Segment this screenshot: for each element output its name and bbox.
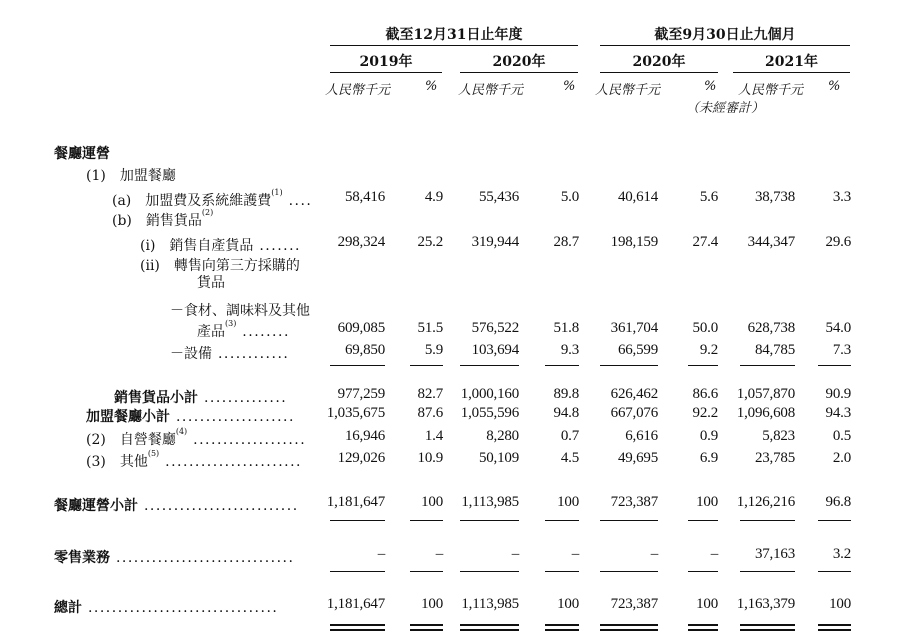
cell-retail-col5: – xyxy=(710,546,718,562)
rule-after-equipment-5 xyxy=(688,365,718,366)
cell-others-col7: 2.0 xyxy=(832,450,851,466)
cell-goods-subtotal-col2: 1,000,160 xyxy=(460,386,519,402)
header-group-nine-months: 截至9月30日止九個月 xyxy=(654,27,796,43)
double-rule-total-2 xyxy=(460,624,519,631)
unit-pct-4: % xyxy=(828,79,841,94)
cell-franchise-subtotal-col6: 1,096,608 xyxy=(736,405,795,421)
cell-franchise-fees-col2: 55,436 xyxy=(478,189,519,205)
cell-others-col2: 50,109 xyxy=(478,450,519,466)
cell-franchise-fees-col0: 58,416 xyxy=(344,189,385,205)
row-label-goods-subtotal: 銷售貨品小計 .............. xyxy=(114,390,288,406)
double-rule-total-4 xyxy=(600,624,658,631)
cell-self-operated-col7: 0.5 xyxy=(832,428,851,444)
cell-ops-subtotal-col1: 100 xyxy=(421,494,443,510)
cell-equipment-col1: 5.9 xyxy=(424,342,443,358)
cell-goods-subtotal-col7: 90.9 xyxy=(825,386,851,402)
cell-franchise-subtotal-col0: 1,035,675 xyxy=(326,405,385,421)
cell-ops-subtotal-col6: 1,126,216 xyxy=(736,494,795,510)
cell-ops-subtotal-col4: 723,387 xyxy=(610,494,658,510)
cell-ingredients-line2-col4: 361,704 xyxy=(610,320,658,336)
cell-ops-subtotal-col2: 1,113,985 xyxy=(461,494,519,510)
cell-equipment-col0: 69,850 xyxy=(344,342,385,358)
row-label-franchise-fees: (a) 加盟費及系統維護費$^{(1)}$ .... xyxy=(112,188,313,209)
unit-rmb-2: 人民幣千元 xyxy=(458,83,524,98)
cell-ingredients-line2-col0: 609,085 xyxy=(337,320,385,336)
year-underline-2021 xyxy=(733,72,850,73)
rule-after-equipment-1 xyxy=(410,365,443,366)
unit-rmb-4: 人民幣千元 xyxy=(738,83,804,98)
cell-own-products-col2: 319,944 xyxy=(471,234,519,250)
cell-franchise-subtotal-col4: 667,076 xyxy=(610,405,658,421)
cell-total-col6: 1,163,379 xyxy=(736,596,795,612)
cell-retail-col4: – xyxy=(650,546,658,562)
cell-ops-subtotal-col0: 1,181,647 xyxy=(326,494,385,510)
cell-franchise-fees-col7: 3.3 xyxy=(832,189,851,205)
cell-self-operated-col2: 8,280 xyxy=(486,428,519,444)
cell-equipment-col3: 9.3 xyxy=(560,342,579,358)
cell-own-products-col3: 28.7 xyxy=(553,234,579,250)
double-rule-total-5 xyxy=(688,624,718,631)
double-rule-total-0 xyxy=(330,624,385,631)
unaudited-note: （未經審計） xyxy=(686,101,765,116)
header-year-2020-a: 2020年 xyxy=(492,54,546,70)
group1-underline xyxy=(330,45,578,46)
rule-after-retail-4 xyxy=(600,571,658,572)
double-rule-total-1 xyxy=(410,624,443,631)
row-label-resale-line2: 貨品 xyxy=(197,275,225,291)
row-label-equipment: －設備 ............ xyxy=(170,346,290,362)
cell-equipment-col7: 7.3 xyxy=(832,342,851,358)
unit-pct-3: % xyxy=(704,79,717,94)
rule-after-equipment-4 xyxy=(600,365,658,366)
cell-ingredients-line2-col7: 54.0 xyxy=(825,320,851,336)
cell-franchise-subtotal-col3: 94.8 xyxy=(553,405,579,421)
row-label-ops-subtotal: 餐廳運營小計 .......................... xyxy=(54,498,299,514)
rule-after-retail-5 xyxy=(688,571,718,572)
row-label-retail: 零售業務 .............................. xyxy=(54,550,295,566)
cell-retail-col0: – xyxy=(377,546,385,562)
cell-others-col3: 4.5 xyxy=(560,450,579,466)
rule-after-ops-subtotal-0 xyxy=(330,520,385,521)
header-year-2019: 2019年 xyxy=(359,54,413,70)
rule-after-equipment-7 xyxy=(818,365,851,366)
cell-own-products-col5: 27.4 xyxy=(692,234,718,250)
cell-ingredients-line2-col6: 628,738 xyxy=(747,320,795,336)
cell-own-products-col6: 344,347 xyxy=(747,234,795,250)
cell-retail-col2: – xyxy=(511,546,519,562)
year-underline-2020-b xyxy=(600,72,718,73)
cell-goods-subtotal-col3: 89.8 xyxy=(553,386,579,402)
cell-total-col1: 100 xyxy=(421,596,443,612)
row-label-total: 總計 ................................ xyxy=(54,600,279,616)
cell-self-operated-col6: 5,823 xyxy=(762,428,795,444)
cell-self-operated-col0: 16,946 xyxy=(344,428,385,444)
row-label-own-products: (i) 銷售自產貨品 ....... xyxy=(140,238,302,254)
header-group-year-end: 截至12月31日止年度 xyxy=(385,27,523,43)
cell-franchise-fees-col3: 5.0 xyxy=(560,189,579,205)
cell-own-products-col1: 25.2 xyxy=(417,234,443,250)
cell-franchise-fees-col6: 38,738 xyxy=(754,189,795,205)
row-label-franchise: (1) 加盟餐廳 xyxy=(86,168,176,184)
rule-after-ops-subtotal-4 xyxy=(600,520,658,521)
rule-after-retail-6 xyxy=(740,571,795,572)
cell-ops-subtotal-col7: 96.8 xyxy=(825,494,851,510)
rule-after-equipment-3 xyxy=(545,365,579,366)
cell-equipment-col5: 9.2 xyxy=(699,342,718,358)
row-label-ingredients-line1: －食材、調味料及其他 xyxy=(170,303,310,319)
rule-after-equipment-6 xyxy=(740,365,795,366)
group2-underline xyxy=(600,45,850,46)
cell-total-col5: 100 xyxy=(696,596,718,612)
rule-after-retail-7 xyxy=(818,571,851,572)
row-label-resale-line1: (ii) 轉售向第三方採購的 xyxy=(140,258,300,274)
cell-franchise-subtotal-col1: 87.6 xyxy=(417,405,443,421)
year-underline-2019 xyxy=(330,72,442,73)
rule-after-ops-subtotal-3 xyxy=(545,520,579,521)
cell-goods-subtotal-col1: 82.7 xyxy=(417,386,443,402)
cell-own-products-col7: 29.6 xyxy=(825,234,851,250)
cell-total-col3: 100 xyxy=(557,596,579,612)
header-year-2021: 2021年 xyxy=(765,54,818,70)
cell-others-col5: 6.9 xyxy=(699,450,718,466)
cell-goods-subtotal-col6: 1,057,870 xyxy=(736,386,795,402)
cell-self-operated-col1: 1.4 xyxy=(424,428,443,444)
rule-after-ops-subtotal-7 xyxy=(818,520,851,521)
rule-after-equipment-2 xyxy=(460,365,519,366)
rule-after-retail-2 xyxy=(460,571,519,572)
cell-total-col7: 100 xyxy=(829,596,851,612)
cell-total-col4: 723,387 xyxy=(610,596,658,612)
cell-ops-subtotal-col3: 100 xyxy=(557,494,579,510)
row-label-sale-goods: (b) 銷售貨品$^{(2)}$ xyxy=(112,208,214,229)
cell-equipment-col4: 66,599 xyxy=(617,342,658,358)
rule-after-retail-3 xyxy=(545,571,579,572)
rule-after-retail-1 xyxy=(410,571,443,572)
double-rule-total-6 xyxy=(740,624,795,631)
cell-franchise-fees-col4: 40,614 xyxy=(617,189,658,205)
rule-after-ops-subtotal-5 xyxy=(688,520,718,521)
rule-after-ops-subtotal-6 xyxy=(740,520,795,521)
cell-others-col0: 129,026 xyxy=(337,450,385,466)
cell-franchise-subtotal-col2: 1,055,596 xyxy=(460,405,519,421)
cell-goods-subtotal-col5: 86.6 xyxy=(692,386,718,402)
cell-retail-col3: – xyxy=(571,546,579,562)
double-rule-total-3 xyxy=(545,624,579,631)
row-label-ingredients-line2: 產品$^{(3)}$ ........ xyxy=(197,319,290,340)
unit-rmb-1: 人民幣千元 xyxy=(325,83,391,98)
cell-goods-subtotal-col0: 977,259 xyxy=(337,386,385,402)
cell-own-products-col4: 198,159 xyxy=(610,234,658,250)
cell-ingredients-line2-col2: 576,522 xyxy=(471,320,519,336)
cell-total-col0: 1,181,647 xyxy=(326,596,385,612)
cell-others-col6: 23,785 xyxy=(754,450,795,466)
cell-others-col4: 49,695 xyxy=(617,450,658,466)
rule-after-ops-subtotal-1 xyxy=(410,520,443,521)
cell-equipment-col6: 84,785 xyxy=(754,342,795,358)
unit-pct-2: % xyxy=(563,79,576,94)
cell-franchise-fees-col5: 5.6 xyxy=(699,189,718,205)
row-label-franchise-subtotal: 加盟餐廳小計 .................... xyxy=(86,409,295,425)
cell-ingredients-line2-col1: 51.5 xyxy=(417,320,443,336)
row-label-others: (3) 其他$^{(5)}$ ....................... xyxy=(86,449,302,470)
cell-goods-subtotal-col4: 626,462 xyxy=(610,386,658,402)
cell-equipment-col2: 103,694 xyxy=(471,342,519,358)
cell-retail-col7: 3.2 xyxy=(832,546,851,562)
double-rule-total-7 xyxy=(818,624,851,631)
rule-after-ops-subtotal-2 xyxy=(460,520,519,521)
rule-after-equipment-0 xyxy=(330,365,385,366)
year-underline-2020-a xyxy=(460,72,578,73)
cell-self-operated-col3: 0.7 xyxy=(560,428,579,444)
cell-ingredients-line2-col5: 50.0 xyxy=(692,320,718,336)
unit-pct-1: % xyxy=(425,79,438,94)
cell-franchise-fees-col1: 4.9 xyxy=(424,189,443,205)
cell-others-col1: 10.9 xyxy=(417,450,443,466)
cell-self-operated-col5: 0.9 xyxy=(699,428,718,444)
rule-after-retail-0 xyxy=(330,571,385,572)
cell-total-col2: 1,113,985 xyxy=(461,596,519,612)
cell-ops-subtotal-col5: 100 xyxy=(696,494,718,510)
row-label-restaurant-ops: 餐廳運營 xyxy=(54,146,110,162)
cell-own-products-col0: 298,324 xyxy=(337,234,385,250)
unit-rmb-3: 人民幣千元 xyxy=(595,83,661,98)
cell-ingredients-line2-col3: 51.8 xyxy=(553,320,579,336)
cell-franchise-subtotal-col5: 92.2 xyxy=(692,405,718,421)
row-label-self-operated: (2) 自營餐廳$^{(4)}$ ................... xyxy=(86,427,307,448)
cell-franchise-subtotal-col7: 94.3 xyxy=(825,405,851,421)
header-year-2020-b: 2020年 xyxy=(632,54,686,70)
cell-self-operated-col4: 6,616 xyxy=(625,428,658,444)
cell-retail-col1: – xyxy=(435,546,443,562)
cell-retail-col6: 37,163 xyxy=(754,546,795,562)
